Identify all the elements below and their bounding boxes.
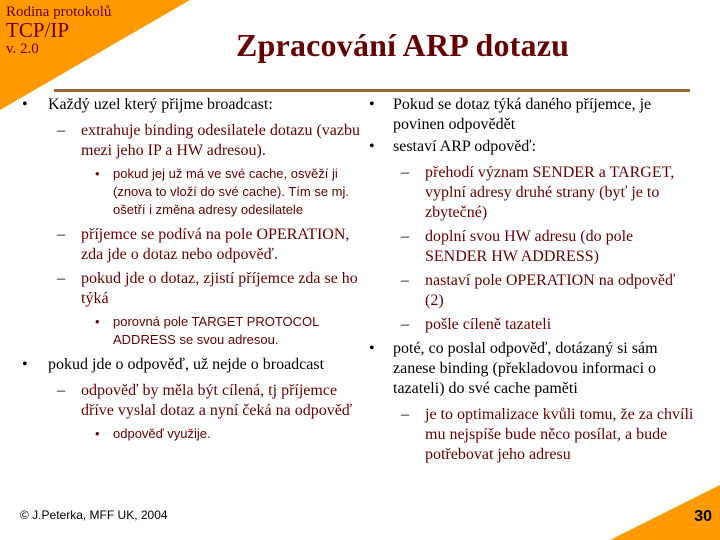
left-column: [18, 95, 373, 449]
series-family: Rodina protokolů: [6, 4, 112, 20]
sub-sub-bullet-refresh-cache: • pokud jej už má ve své cache, osvěží ji (znova to vloží do své cache). Tím se mj. ošetří i změna adresy odesilatele: [18, 165, 373, 219]
bullet-reply-not-broadcast: • pokud jde o odpověď, už nejde o broadcast: [18, 355, 373, 375]
bullet-broadcast-receiver: • Každý uzel který přijme broadcast:: [18, 95, 373, 115]
sub-bullet-query-target: – pokud jde o dotaz, zjistí příjemce zda se ho týká: [18, 269, 373, 309]
series-version: v. 2.0: [6, 41, 39, 57]
sub-bullet-set-operation: – nastaví pole OPERATION na odpověď (2): [365, 271, 695, 311]
sub-bullet-add-hw-address: – doplní svou HW adresu (do pole SENDER HW ADDRESS): [365, 227, 695, 267]
sub-bullet-extract-binding: – extrahuje binding odesilatele dotazu (vazbu mezi jeho IP a HW adresou).: [18, 121, 373, 161]
slide-title: Zpracování ARP dotazu: [236, 27, 570, 63]
sub-bullet-swap-sender-target: – přehodí význam SENDER a TARGET, vyplní adresy druhé strany (byť je to zbytečné): [365, 163, 695, 223]
page-number: 30: [694, 508, 712, 525]
footer-copyright: © J.Peterka, MFF UK, 2004: [20, 508, 168, 522]
sub-bullet-optimization: – je to optimalizace kvůli tomu, že za chvíli mu nejspíše bude něco posílat, a bude potřebovat jeho adresu: [365, 405, 695, 465]
sub-sub-bullet-compare-address: • porovná pole TARGET PROTOCOL ADDRESS se svou adresou.: [18, 313, 373, 349]
bullet-store-binding: • poté, co poslal odpověď, dotázaný si sám zanese binding (překladovou informaci o tazateli) do své cache paměti: [365, 339, 695, 399]
series-protocol: TCP/IP: [6, 18, 70, 42]
sub-bullet-targeted-reply: – odpověď by měla být cílená, tj příjemce dříve vyslal dotaz a nyní čeká na odpověď: [18, 381, 373, 421]
bullet-must-reply: • Pokud se dotaz týká daného příjemce, je povinen odpovědět: [365, 95, 695, 135]
sub-bullet-check-operation: – příjemce se podívá na pole OPERATION, zda jde o dotaz nebo odpověď.: [18, 225, 373, 265]
bullet-compose-reply: • sestaví ARP odpověď:: [365, 137, 695, 157]
right-column: [365, 95, 695, 469]
sub-bullet-send-targeted: – pošle cíleně tazateli: [365, 315, 695, 335]
sub-sub-bullet-use-reply: • odpověď využije.: [18, 425, 373, 443]
title-underline: [54, 89, 690, 92]
series-label: [6, 4, 111, 58]
